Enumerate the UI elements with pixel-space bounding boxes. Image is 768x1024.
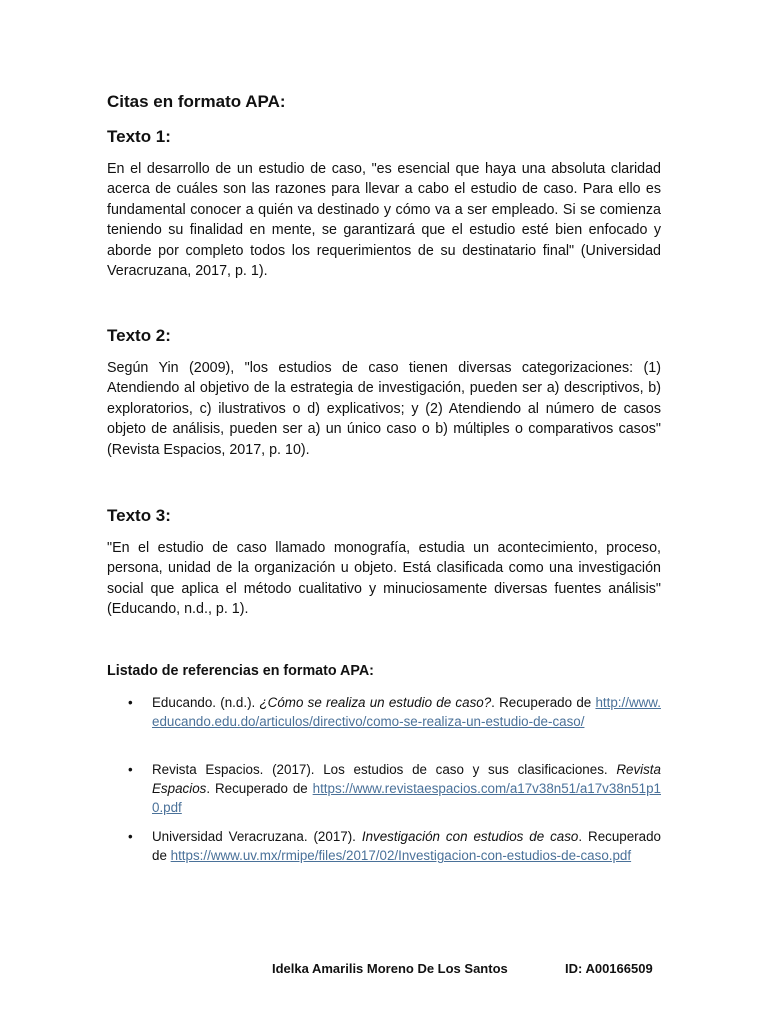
section-2-body: Según Yin (2009), "los estudios de caso tienen diversas categorizaciones: (1) Atendiendo al objetivo de la estrategia de investigación, pueden ser a) descriptivos, b) exploratorios, c) ilustrativos o d) explicativos; y (2) Atendiendo al número de casos objeto de análisis, pueden ser a) un único caso o b) múltiples o comparativos casos" (Revista Espacios, 2017, p. 10). [107, 360, 661, 458]
section-2-heading: Texto 2: [107, 326, 171, 345]
reference-suffix: . Recuperado de [491, 695, 592, 710]
section-1-body: En el desarrollo de un estudio de caso, "es esencial que haya una absoluta claridad acerca de cuáles son las razones para llevar a cabo el estudio de caso. Para ello es fundamental conocer a quién va destinado y cómo va a ser empleado. Si se comienza teniendo su finalidad en mente, se garantizará que el estudio esté bien enfocado y aborde por completo todos los requerimientos de su destinatario final" (Universidad Veracruzana, 2017, p. 1). [107, 161, 661, 280]
reference-title: Investigación con estudios de caso [361, 829, 579, 844]
reference-title: Revista Espacios [152, 762, 661, 797]
footer-id: ID: A00166509 [565, 961, 653, 976]
footer-author: Idelka Amarilis Moreno De Los Santos [272, 961, 508, 976]
reference-link[interactable]: https://www.revistaespacios.com/a17v38n51/a17v38n51p10.pdf [152, 781, 661, 816]
reference-text [152, 760, 661, 818]
reference-author: Educando. (n.d.). [152, 695, 256, 710]
bullet-icon: • [128, 762, 133, 777]
reference-author: Revista Espacios. (2017). Los estudios de caso y sus clasificaciones. [152, 762, 608, 777]
document-title: Citas en formato APA: [107, 92, 286, 111]
reference-text [152, 693, 661, 731]
reference-author: Universidad Veracruzana. (2017). [152, 829, 356, 844]
reference-text [152, 827, 661, 865]
reference-title: ¿Cómo se realiza un estudio de caso? [259, 695, 492, 710]
section-3-body: "En el estudio de caso llamado monografía, estudia un acontecimiento, proceso, persona, unidad de la organización u objeto. Está clasificada como una investigación social que aplica el método cualitativo y minuciosamente diversas fuentes análisis" (Educando, n.d., p. 1). [107, 540, 661, 618]
bullet-icon: • [128, 829, 133, 844]
reference-link[interactable]: https://www.uv.mx/rmipe/files/2017/02/Investigacion-con-estudios-de-caso.pdf [170, 848, 632, 864]
bullet-icon: • [128, 695, 133, 710]
reference-suffix: . Recuperado de [152, 829, 661, 864]
section-3-heading: Texto 3: [107, 506, 171, 525]
reference-suffix: . Recuperado de [206, 781, 308, 797]
references-title: Listado de referencias en formato APA: [107, 663, 374, 679]
reference-link[interactable]: http://www.educando.edu.do/articulos/directivo/como-se-realiza-un-estudio-de-caso/ [152, 695, 661, 730]
section-1-heading: Texto 1: [107, 127, 171, 146]
